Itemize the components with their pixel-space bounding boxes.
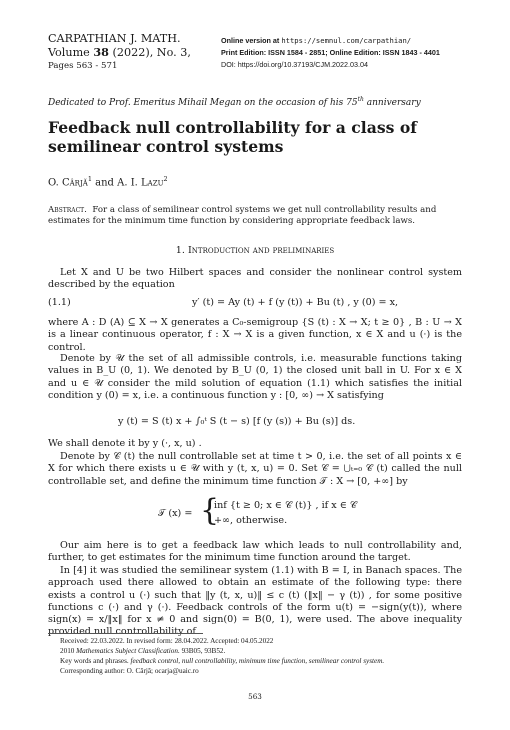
abstract-text: For a class of semilinear control systems we get null controllability results and estimates for the minimum time function by considering appropriate feedback laws.: [48, 205, 437, 226]
section-heading: 1. Introduction and preliminaries: [175, 245, 335, 256]
journal-header: [48, 32, 191, 73]
equation-2: y (t) = S (t) x + ∫₀ᵗ S (t − s) [f (y (s)) + Bu (s)] ds.: [118, 416, 356, 427]
equation-3-case-1: inf {t ≥ 0; x ∈ 𝒞 (t)} , if x ∈ 𝒞: [214, 500, 357, 511]
footnote-keywords: Key words and phrases. feedback control, null controllability, minimum time function, semilinear control system.: [60, 657, 385, 665]
brace-symbol: {: [200, 493, 220, 528]
publication-info: [221, 35, 440, 72]
paragraph-1: Let X and U be two Hilbert spaces and consider the nonlinear control system described by the equation: [48, 267, 462, 291]
journal-name: CARPATHIAN J. MATH.: [48, 32, 181, 45]
equation-3-lhs: 𝒯 (x) =: [158, 508, 193, 519]
doi-link[interactable]: DOI: https://doi.org/10.37193/CJM.2022.03.04: [221, 60, 369, 70]
paragraph-7: In [4] it was studied the semilinear system (1.1) with B = I, in Banach spaces. The approach used there allowed to obtain an estimate of the following type: there exists a control u (·) such that ‖y (t, x, u)‖ ≤ c (t) (‖x‖ − γ (t)) , for some positive functions c (·) and γ (·). Feedback controls of the form u(t) = −sign(y(t)), where sign(x) = x/‖x‖ for x ≠ 0 and sign(0) = B(0, 1), were used. The above inequality provided null controllability of: [48, 565, 462, 638]
volume-line: Volume 38 (2022), No. 3,: [48, 44, 191, 59]
footnote-received: Received: 22.03.2022. In revised form: 28.04.2022. Accepted: 04.05.2022: [60, 637, 274, 645]
equation-1: y′ (t) = Ay (t) + f (y (t)) + Bu (t) , y (0) = x,: [192, 297, 399, 308]
abstract-label: Abstract.: [48, 205, 87, 215]
page-number: 563: [248, 692, 262, 701]
online-version: Online version at https://semnul.com/carpathian/: [221, 36, 412, 45]
dedication: Dedicated to Prof. Emeritus Mihail Megan on the occasion of his 75th anniversary: [48, 96, 421, 108]
equation-number: (1.1): [48, 297, 71, 308]
online-url-link[interactable]: https://semnul.com/carpathian/: [281, 36, 412, 45]
abstract: [48, 205, 462, 227]
paper-title: Feedback null controllability for a class of semilinear control systems: [48, 118, 417, 156]
footnote-corresponding-author: Corresponding author: O. Cârjă; ocarja@uaic.ro: [60, 667, 199, 675]
equation-3-case-2: +∞, otherwise.: [214, 515, 288, 526]
paragraph-2: where A : D (A) ⊆ X → X generates a C₀-semigroup {S (t) : X → X; t ≥ 0} , B : U → X is a linear continuous operator, f : X → X is a given function, x ∈ X and u (·) is the control.: [48, 317, 462, 353]
author-1: O. Cârjă: [48, 177, 88, 189]
author-2: A. I. Lazu: [117, 177, 164, 189]
paragraph-4: We shall denote it by y (·, x, u) .: [48, 438, 202, 449]
issn-line: Print Edition: ISSN 1584 - 2851; Online Edition: ISSN 1843 - 4401: [221, 48, 440, 58]
paragraph-6: Our aim here is to get a feedback law which leads to null controllability and, further, to get estimates for the minimum time function around the target.: [48, 540, 462, 564]
footnote-rule: [48, 633, 203, 634]
author-list: O. Cârjă$^1$ and A. I. Lazu$^2$: [48, 175, 168, 189]
paragraph-3: Denote by 𝒰 the set of all admissible controls, i.e. measurable functions taking values in B_U (0, 1). We denoted by B_U (0, 1) the closed unit ball in U. For x ∈ X and u ∈ 𝒰 consider the mild solution of equation (1.1) which satisfies the initial condition y (0) = x, i.e. a continuous function y : [0, ∞) → X satisfying: [48, 353, 462, 401]
footnote-msc: 2010 Mathematics Subject Classification. 93B05, 93B52.: [60, 647, 226, 655]
page-range: Pages 563 - 571: [48, 60, 118, 71]
paragraph-5: Denote by 𝒞 (t) the null controllable set at time t > 0, i.e. the set of all points x ∈ X for which there exists u ∈ 𝒰 with y (t, x, u) = 0. Set 𝒞 = ⋃ₜ₌₀ 𝒞 (t) called the null controllable set, and define the minimum time function 𝒯 : X → [0, +∞] by: [48, 451, 462, 487]
